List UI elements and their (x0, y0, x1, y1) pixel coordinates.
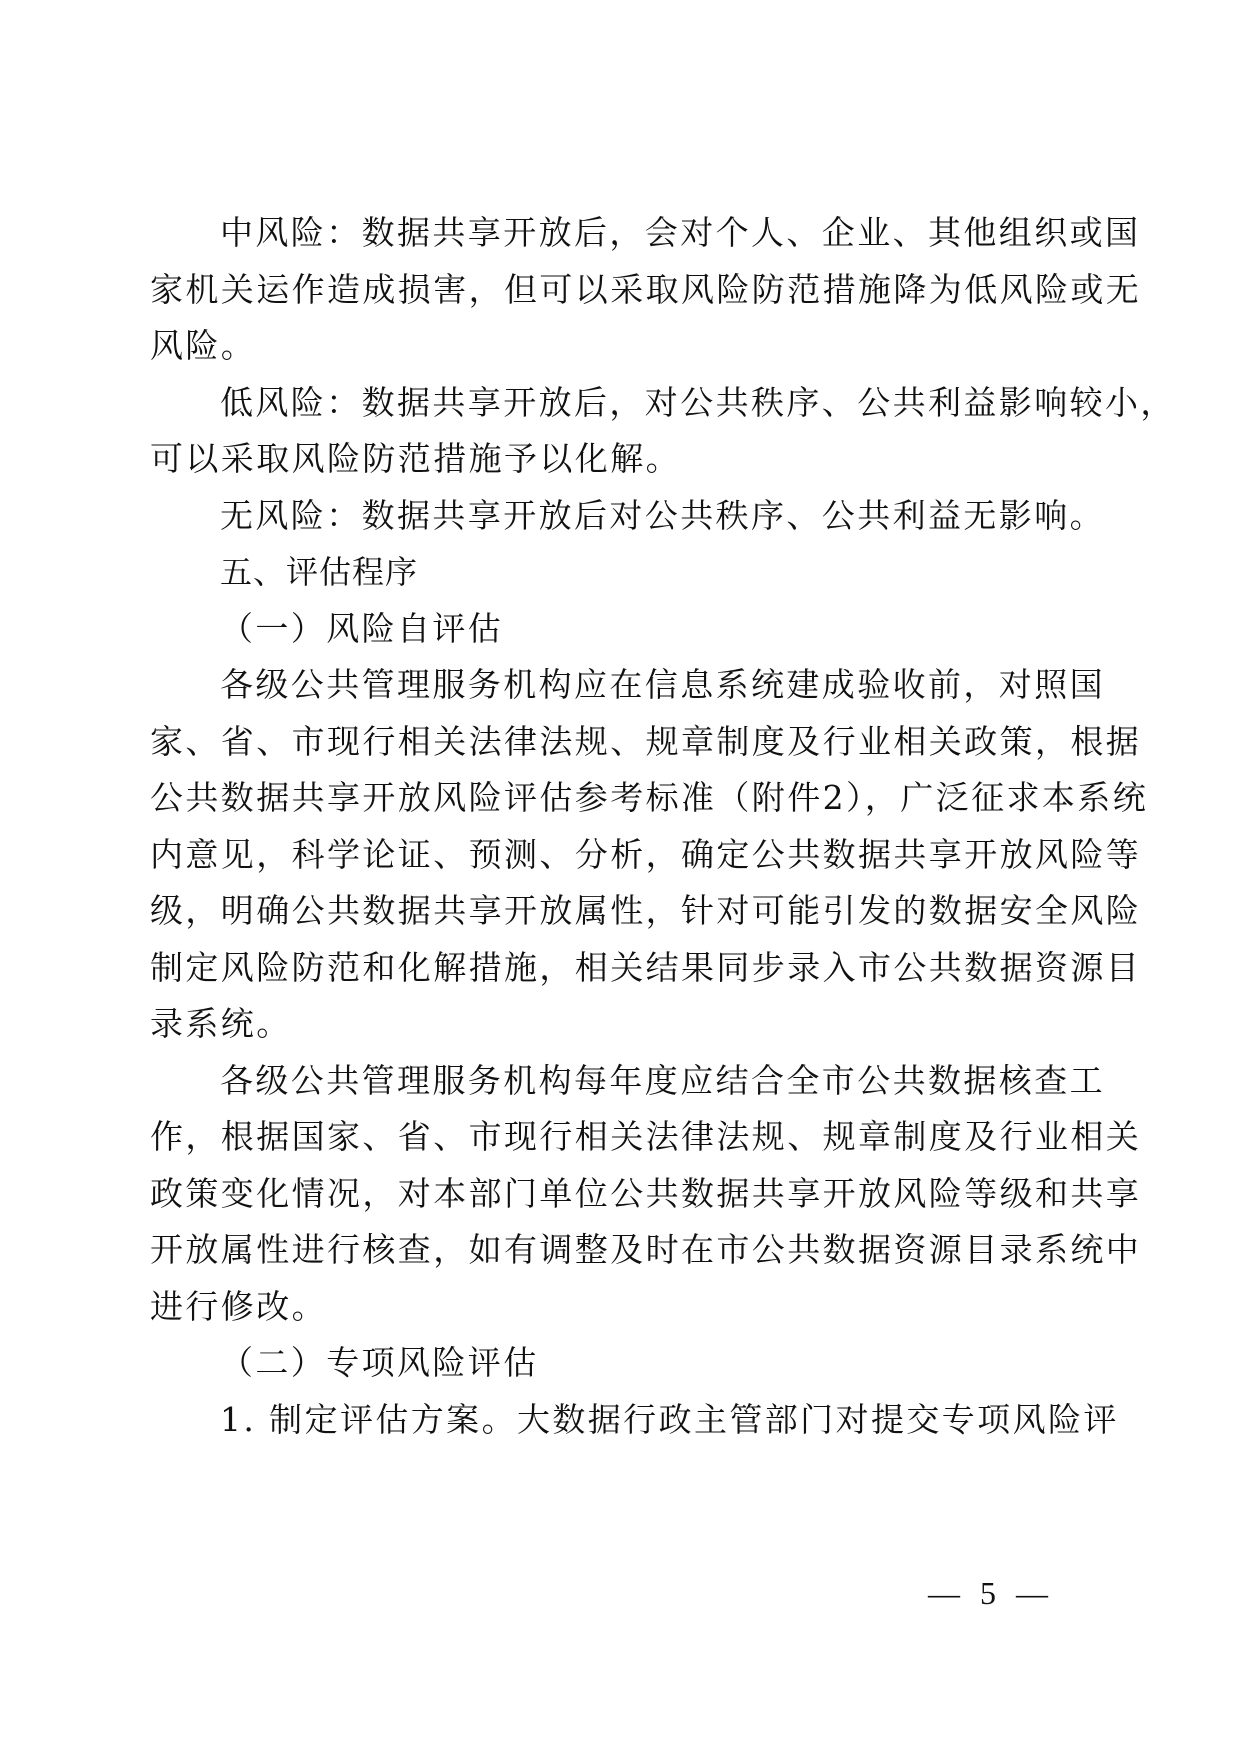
text-line: 录系统。 (150, 1004, 292, 1043)
paragraph-low-risk (150, 375, 1176, 488)
text-line: 政策变化情况，对本部门单位公共数据共享开放风险等级和共享 (150, 1173, 1142, 1213)
paragraph-medium-risk (150, 205, 1142, 375)
document-body (150, 205, 1176, 1448)
text-line: 内意见，科学论证、预测、分析，确定公共数据共享开放风险等 (150, 834, 1142, 874)
text-line: 家、省、市现行相关法律法规、规章制度及行业相关政策，根据 (150, 721, 1142, 761)
text-line: 中风险：数据共享开放后，会对个人、企业、其他组织或国 (220, 213, 1141, 252)
paragraph-self-assessment-2 (150, 1053, 1142, 1336)
text-line: 风险。 (150, 326, 257, 365)
paragraph-self-assessment-1 (150, 657, 1149, 1053)
text-line: 各级公共管理服务机构应在信息系统建成验收前，对照国 (220, 665, 1105, 704)
numbered-item-1: 1. 制定评估方案。大数据行政主管部门对提交专项风险评 (220, 1399, 1119, 1439)
text-line: 可以采取风险防范措施予以化解。 (150, 439, 681, 478)
text-line: 开放属性进行核查，如有调整及时在市公共数据资源目录系统中 (150, 1230, 1142, 1269)
subsection-heading-self-assessment: （一）风险自评估 (220, 608, 504, 648)
text-line: 低风险：数据共享开放后，对公共秩序、公共利益影响较小， (220, 382, 1176, 422)
text-line: 作，根据国家、省、市现行相关法律法规、规章制度及行业相关 (150, 1117, 1142, 1156)
text-line: 级，明确公共数据共享开放属性，针对可能引发的数据安全风险 (150, 891, 1142, 930)
text-line: 公共数据共享开放风险评估参考标准（附件2），广泛征求本系统 (150, 778, 1149, 817)
text-line: 无风险：数据共享开放后对公共秩序、公共利益无影响。 (220, 495, 1105, 535)
section-heading: 五、评估程序 (220, 553, 419, 591)
text-line: 各级公共管理服务机构每年度应结合全市公共数据核查工 (220, 1060, 1105, 1100)
text-line: 家机关运作造成损害，但可以采取风险防范措施降为低风险或无 (150, 269, 1142, 309)
text-line: 制定风险防范和化解措施，相关结果同步录入市公共数据资源目 (150, 947, 1142, 987)
text-line: 进行修改。 (150, 1286, 327, 1326)
subsection-heading-special-assessment: （二）专项风险评估 (220, 1343, 539, 1382)
paragraph-no-risk (150, 488, 1105, 545)
page-number: — 5 — (928, 1575, 1054, 1611)
